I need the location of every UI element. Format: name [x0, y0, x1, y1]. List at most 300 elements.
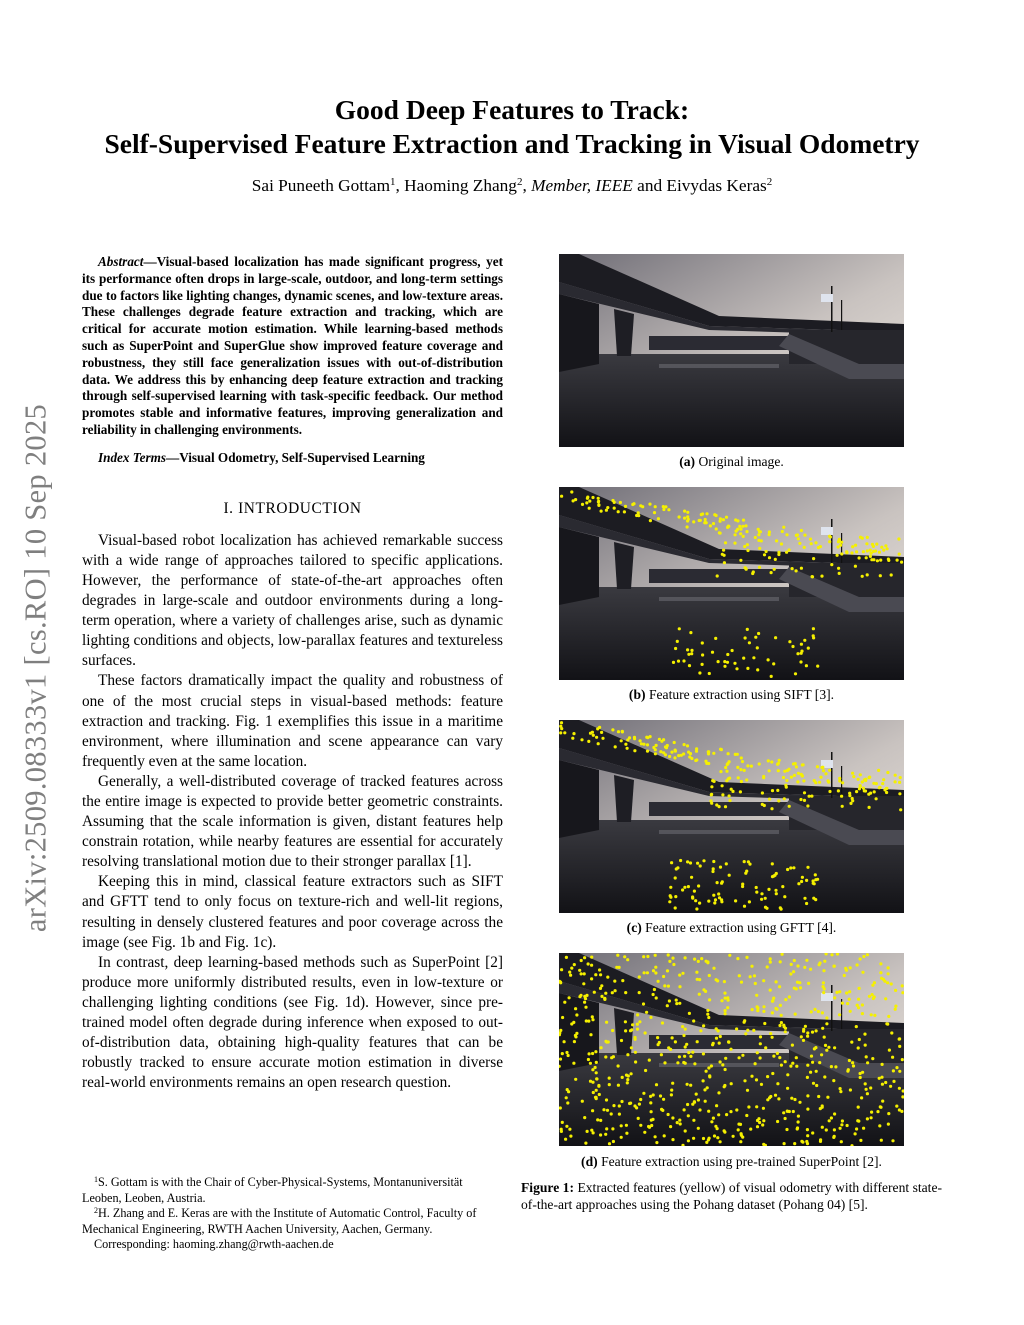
feature-point	[882, 778, 885, 781]
feature-point	[782, 776, 785, 779]
feature-point	[585, 1019, 588, 1022]
feature-point	[836, 554, 839, 557]
feature-point	[702, 1024, 705, 1027]
feature-point	[745, 1114, 748, 1117]
feature-point	[638, 975, 641, 978]
feature-point	[723, 1131, 726, 1134]
feature-point	[838, 990, 841, 993]
feature-point	[825, 1128, 828, 1131]
feature-point	[840, 795, 843, 798]
feature-point	[600, 1046, 603, 1049]
feature-point	[891, 1139, 894, 1142]
feature-point	[624, 505, 627, 508]
feature-point	[736, 766, 739, 769]
feature-point	[789, 866, 792, 869]
feature-point	[800, 880, 803, 883]
feature-point	[567, 1054, 570, 1057]
feature-point	[646, 743, 649, 746]
feature-point	[678, 985, 681, 988]
index-terms-text: Visual Odometry, Self-Supervised Learning	[179, 449, 425, 465]
feature-point	[674, 906, 677, 909]
feature-point	[695, 758, 698, 761]
feature-point	[671, 1082, 674, 1085]
feature-point	[669, 886, 672, 889]
feature-point	[777, 769, 780, 772]
feature-point	[876, 1110, 879, 1113]
feature-point	[708, 1137, 711, 1140]
feature-point	[697, 1098, 700, 1101]
feature-point	[664, 753, 667, 756]
feature-point	[675, 999, 678, 1002]
feature-point	[715, 1104, 718, 1107]
section-heading: I. INTRODUCTION	[223, 499, 362, 517]
feature-point	[862, 550, 865, 553]
feature-point	[885, 1022, 888, 1025]
feature-point	[894, 780, 897, 783]
feature-point	[604, 992, 607, 995]
feature-point	[611, 991, 614, 994]
feature-point	[606, 1109, 609, 1112]
feature-point	[781, 530, 784, 533]
feature-point	[654, 966, 657, 969]
feature-point	[777, 799, 780, 802]
author-1-affil: 1	[390, 176, 396, 188]
feature-point	[738, 525, 741, 528]
feature-point	[762, 1107, 765, 1110]
feature-point	[812, 897, 815, 900]
feature-point	[623, 955, 626, 958]
feature-point	[777, 553, 780, 556]
footnote-marker: 1	[94, 1175, 98, 1184]
feature-point	[789, 1065, 792, 1068]
feature-point	[662, 975, 665, 978]
feature-point	[859, 536, 862, 539]
feature-point	[751, 572, 754, 575]
feature-point	[638, 991, 641, 994]
feature-point	[687, 518, 690, 521]
feature-point	[677, 660, 680, 663]
feature-point	[695, 1093, 698, 1096]
index-terms-label: Index Terms	[98, 449, 167, 465]
feature-point	[806, 1076, 809, 1079]
feature-point	[803, 897, 806, 900]
feature-point	[719, 770, 722, 773]
feature-point	[559, 1058, 562, 1061]
feature-point	[739, 768, 742, 771]
feature-point	[648, 503, 651, 506]
feature-point	[830, 563, 833, 566]
feature-point	[572, 732, 575, 735]
feature-point	[802, 779, 805, 782]
feature-point	[785, 1128, 788, 1131]
feature-point	[873, 790, 876, 793]
feature-point	[670, 1089, 673, 1092]
feature-point	[686, 1083, 689, 1086]
feature-point	[583, 1116, 586, 1119]
feature-point	[643, 971, 646, 974]
feature-point	[841, 1119, 844, 1122]
feature-point	[583, 956, 586, 959]
feature-point	[689, 861, 692, 864]
feature-point	[758, 547, 761, 550]
feature-point	[778, 759, 781, 762]
feature-point	[684, 1129, 687, 1132]
feature-point	[901, 1058, 904, 1061]
feature-point	[692, 1019, 695, 1022]
feature-point	[710, 1064, 713, 1067]
feature-point	[818, 963, 821, 966]
feature-point	[743, 860, 746, 863]
feature-point	[768, 769, 771, 772]
feature-point	[762, 1119, 765, 1122]
feature-point	[686, 648, 689, 651]
feature-point	[878, 786, 881, 789]
feature-point	[835, 991, 838, 994]
feature-point	[631, 1023, 634, 1026]
feature-point	[573, 963, 576, 966]
scene-drawing	[559, 254, 904, 447]
feature-point	[611, 728, 614, 731]
feature-point	[660, 740, 663, 743]
feature-point	[733, 542, 736, 545]
feature-point	[784, 998, 787, 1001]
feature-point	[846, 1002, 849, 1005]
feature-point	[805, 902, 808, 905]
feature-point	[756, 668, 759, 671]
feature-point	[674, 895, 677, 898]
feature-point	[694, 899, 697, 902]
feature-point	[865, 542, 868, 545]
feature-point	[739, 559, 742, 562]
feature-point	[752, 1029, 755, 1032]
figure-caption-b	[521, 686, 942, 703]
feature-point	[683, 886, 686, 889]
feature-point	[805, 879, 808, 882]
feature-point	[757, 533, 760, 536]
footnote-corresponding: Corresponding: haoming.zhang@rwth-aachen.de	[94, 1237, 334, 1252]
feature-point	[806, 804, 809, 807]
feature-point	[802, 1030, 805, 1033]
feature-point	[754, 536, 757, 539]
feature-point	[784, 1060, 787, 1063]
feature-point	[776, 789, 779, 792]
figure-label: Figure 1:	[521, 1180, 575, 1195]
abstract	[82, 254, 503, 439]
feature-point	[649, 735, 652, 738]
feature-point	[833, 1128, 836, 1131]
feature-point	[620, 1100, 623, 1103]
feature-point	[759, 1042, 762, 1045]
feature-point	[861, 971, 864, 974]
feature-point	[611, 499, 614, 502]
feature-point	[674, 750, 677, 753]
feature-point	[797, 882, 800, 885]
feature-point	[573, 1040, 576, 1043]
feature-point	[767, 658, 770, 661]
feature-point	[884, 1081, 887, 1084]
feature-point	[745, 530, 748, 533]
arxiv-id: arXiv:2509.08333v1 [cs.RO] 10 Sep 2025	[18, 403, 53, 933]
feature-point	[754, 636, 757, 639]
feature-point	[683, 517, 686, 520]
feature-point	[600, 731, 603, 734]
feature-point	[706, 1086, 709, 1089]
feature-point	[599, 1119, 602, 1122]
feature-point	[869, 1086, 872, 1089]
feature-point	[718, 1042, 721, 1045]
feature-point	[799, 798, 802, 801]
feature-point	[897, 537, 900, 540]
feature-point	[852, 775, 855, 778]
feature-point	[568, 1128, 571, 1131]
feature-point	[823, 1036, 826, 1039]
feature-point	[856, 1004, 859, 1007]
feature-point	[690, 649, 693, 652]
feature-point	[730, 1082, 733, 1085]
feature-point	[820, 575, 823, 578]
feature-point	[742, 657, 745, 660]
feature-point	[716, 1136, 719, 1139]
feature-point	[580, 959, 583, 962]
feature-point	[666, 969, 669, 972]
feature-point	[583, 995, 586, 998]
feature-point	[735, 530, 738, 533]
feature-point	[857, 998, 860, 1001]
feature-point	[706, 1013, 709, 1016]
feature-point	[900, 561, 903, 564]
feature-point	[882, 549, 885, 552]
feature-point	[643, 1131, 646, 1134]
feature-point	[597, 1085, 600, 1088]
paragraph: Keeping this in mind, classical feature extractors such as SIFT and GFTT tend to only focus on texture-rich and well-lit regions, resulting in densely clustered features and poor coverage across the image (see Fig. 1b and Fig. 1c).	[82, 873, 503, 951]
feature-point	[565, 956, 568, 959]
subfigure-caption: Feature extraction using GFTT [4].	[641, 920, 837, 935]
feature-point	[683, 1108, 686, 1111]
feature-point	[795, 987, 798, 990]
feature-point	[800, 567, 803, 570]
feature-point	[809, 968, 812, 971]
feature-point	[604, 1055, 607, 1058]
feature-point	[597, 497, 600, 500]
abstract-dash: —	[143, 254, 157, 269]
feature-point	[716, 979, 719, 982]
feature-point	[727, 752, 730, 755]
feature-point	[624, 743, 627, 746]
feature-point	[822, 981, 825, 984]
feature-point	[743, 1079, 746, 1082]
feature-point	[861, 1003, 864, 1006]
feature-point	[768, 530, 771, 533]
feature-point	[811, 1031, 814, 1034]
feature-point	[561, 1052, 564, 1055]
feature-point	[775, 892, 778, 895]
feature-point	[845, 991, 848, 994]
feature-point	[732, 1135, 735, 1138]
feature-point	[708, 998, 711, 1001]
feature-point	[625, 1074, 628, 1077]
feature-point	[585, 501, 588, 504]
feature-point	[800, 529, 803, 532]
feature-point	[670, 751, 673, 754]
feature-point	[667, 985, 670, 988]
feature-point	[746, 549, 749, 552]
feature-point	[574, 498, 577, 501]
feature-point	[620, 739, 623, 742]
feature-point	[818, 781, 821, 784]
feature-point	[710, 1120, 713, 1123]
feature-point	[806, 1031, 809, 1034]
arxiv-watermark	[18, 373, 54, 963]
feature-point	[779, 1004, 782, 1007]
feature-point	[859, 1139, 862, 1142]
feature-point	[780, 1064, 783, 1067]
feature-point	[608, 1077, 611, 1080]
feature-point	[801, 763, 804, 766]
feature-point	[865, 1055, 868, 1058]
feature-point	[798, 981, 801, 984]
feature-point	[686, 1103, 689, 1106]
feature-point	[833, 1046, 836, 1049]
feature-point	[649, 1016, 652, 1019]
feature-point	[760, 539, 763, 542]
feature-point	[879, 1106, 882, 1109]
feature-point	[778, 1056, 781, 1059]
feature-point	[783, 797, 786, 800]
feature-point	[565, 1096, 568, 1099]
feature-point	[719, 748, 722, 751]
feature-point	[591, 1109, 594, 1112]
feature-point	[658, 1041, 661, 1044]
feature-point	[693, 1062, 696, 1065]
feature-point	[723, 665, 726, 668]
feature-point	[721, 1063, 724, 1066]
feature-point	[864, 779, 867, 782]
feature-point	[630, 1072, 633, 1075]
feature-point	[783, 1142, 786, 1145]
feature-point	[591, 1018, 594, 1021]
left-column	[82, 254, 503, 1093]
feature-point	[848, 998, 851, 1001]
feature-point	[885, 791, 888, 794]
feature-point	[738, 1056, 741, 1059]
feature-point	[682, 659, 685, 662]
feature-point	[768, 556, 771, 559]
feature-point	[710, 785, 713, 788]
feature-point	[624, 1020, 627, 1023]
feature-point	[866, 953, 869, 956]
feature-point	[806, 1108, 809, 1111]
feature-point	[626, 738, 629, 741]
feature-point	[880, 1076, 883, 1079]
feature-point	[774, 636, 777, 639]
feature-point	[565, 1051, 568, 1054]
feature-point	[588, 500, 591, 503]
feature-point	[721, 784, 724, 787]
feature-point	[700, 957, 703, 960]
feature-point	[844, 967, 847, 970]
feature-point	[785, 779, 788, 782]
feature-point	[743, 905, 746, 908]
feature-point	[776, 1052, 779, 1055]
feature-point	[792, 866, 795, 869]
subfigure-caption: Feature extraction using pre-trained SuperPoint [2].	[597, 1154, 882, 1169]
feature-point	[875, 782, 878, 785]
feature-point	[803, 966, 806, 969]
feature-point	[617, 1064, 620, 1067]
feature-point	[780, 542, 783, 545]
feature-point	[791, 645, 794, 648]
feature-point	[861, 1012, 864, 1015]
feature-point	[691, 895, 694, 898]
feature-point	[781, 885, 784, 888]
feature-point	[814, 541, 817, 544]
feature-point	[736, 957, 739, 960]
feature-point	[816, 878, 819, 881]
feature-point	[652, 1093, 655, 1096]
feature-point	[631, 503, 634, 506]
feature-point	[713, 513, 716, 516]
feature-point	[731, 649, 734, 652]
feature-point	[560, 495, 563, 498]
feature-point	[729, 1048, 732, 1051]
feature-point	[687, 653, 690, 656]
feature-point	[889, 1085, 892, 1088]
feature-point	[800, 643, 803, 646]
feature-point	[859, 785, 862, 788]
feature-point	[854, 544, 857, 547]
feature-point	[890, 573, 893, 576]
feature-point	[728, 874, 731, 877]
feature-point	[717, 892, 720, 895]
feature-point	[744, 567, 747, 570]
feature-point	[843, 974, 846, 977]
feature-point	[861, 780, 864, 783]
feature-point	[564, 1138, 567, 1141]
feature-point	[674, 647, 677, 650]
feature-point	[766, 965, 769, 968]
feature-point	[667, 1046, 670, 1049]
feature-point	[707, 762, 710, 765]
feature-point	[589, 732, 592, 735]
feature-point	[805, 959, 808, 962]
feature-point	[796, 964, 799, 967]
feature-point	[740, 756, 743, 759]
index-terms	[82, 449, 503, 466]
feature-point	[746, 543, 749, 546]
feature-point	[596, 727, 599, 730]
feature-point	[798, 1101, 801, 1104]
feature-point	[671, 1138, 674, 1141]
feature-point	[714, 898, 717, 901]
feature-point	[861, 1071, 864, 1074]
feature-point	[621, 1076, 624, 1079]
feature-point	[866, 1117, 869, 1120]
feature-point	[859, 957, 862, 960]
feature-point	[841, 781, 844, 784]
feature-point	[708, 974, 711, 977]
feature-point	[792, 970, 795, 973]
feature-point	[784, 1030, 787, 1033]
feature-point	[629, 1029, 632, 1032]
feature-point	[671, 1036, 674, 1039]
feature-point	[654, 505, 657, 508]
paper-title	[60, 93, 964, 161]
feature-point	[767, 759, 770, 762]
feature-point	[570, 967, 573, 970]
feature-point	[805, 664, 808, 667]
figure-image-a	[559, 254, 904, 447]
feature-point	[794, 672, 797, 675]
